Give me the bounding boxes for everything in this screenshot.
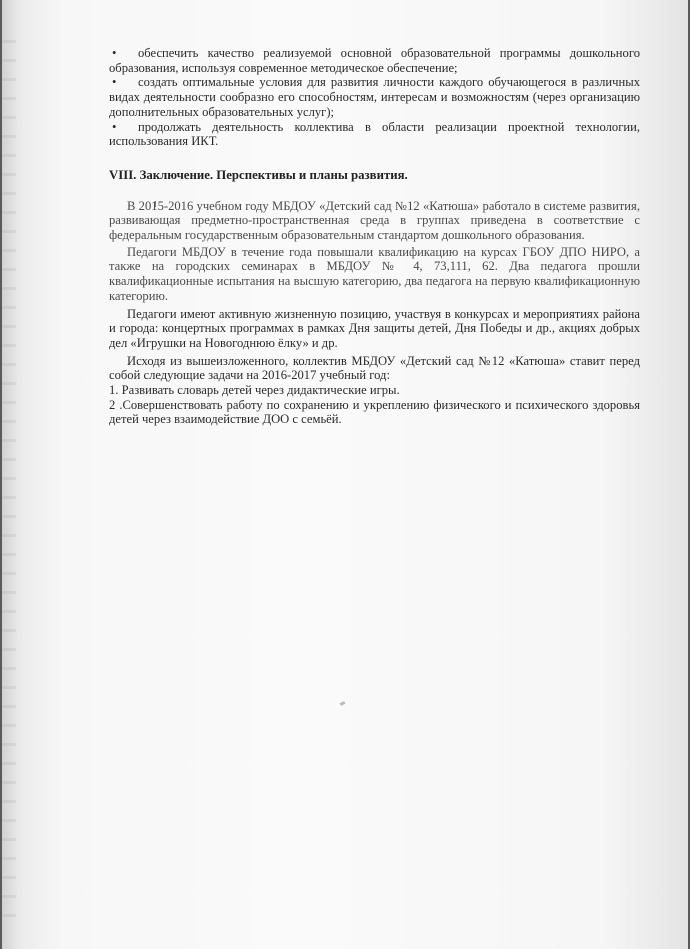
bullet-symbol: •: [112, 75, 117, 90]
task-item: 1. Развивать словарь детей через дидактические игры.: [109, 383, 400, 398]
paragraph: Исходя из вышеизложенного, коллектив МБДОУ «Детский сад №12 «Катюша» ставит перед собой следующие задачи на 2016-2017 учебный год:: [109, 353, 640, 383]
bullet-symbol: •: [112, 46, 117, 60]
task-item: 2 .Совершенствовать работу по сохранению и укреплению физического и психического здоровья детей через взаимодействие ДОО с семьёй.: [109, 397, 640, 427]
paragraph: В 2015-2016 учебном году МБДОУ «Детский сад №12 «Катюша» работало в системе развития, развивающая предметно-пространственная среда в группах приведена в соответствие с федеральным государственным образовательным стандартом дошкольного образования.: [109, 198, 640, 243]
paragraph: Педагоги МБДОУ в течение года повышали квалификацию на курсах ГБОУ ДПО НИРО, а также на городских семинарах в МБДОУ № 4, 73,111, 62. Два педагога прошли квалификационные испытания на высшую категорию, два педагога на первую квалификационную категорию.: [109, 244, 640, 303]
bullet-text: продолжать деятельность коллектива в области реализации проектной технологии, использования ИКТ.: [109, 119, 640, 149]
paragraph: Педагоги имеют активную жизненную позицию, участвуя в конкурсах и мероприятиях района и города: концертных программах в рамках Дня защиты детей, Дня Победы и др., акциях добрых дел «Игрушки на Новогоднюю ёлку» и др.: [109, 306, 640, 350]
bullet-item: [109, 120, 640, 149]
bullet-item: [109, 75, 640, 119]
scan-gutter-marks: [2, 40, 16, 920]
bullet-item: [109, 46, 640, 75]
bullet-text: создать оптимальные условия для развития личности каждого обучающегося в различных видах деятельности сообразно его способностям, интересам и возможностям (через организацию дополнительных образовательных услуг);: [109, 75, 640, 119]
bullet-text: обеспечить качество реализуемой основной образовательной программы дошкольного образования, используя современное методическое обеспечение;: [109, 46, 640, 75]
scan-speck: [340, 701, 346, 706]
document-body: [109, 46, 640, 427]
document-page: [2, 0, 688, 949]
section-heading: VIII. Заключение. Перспективы и планы развития.: [109, 167, 408, 182]
bullet-symbol: •: [112, 119, 117, 134]
